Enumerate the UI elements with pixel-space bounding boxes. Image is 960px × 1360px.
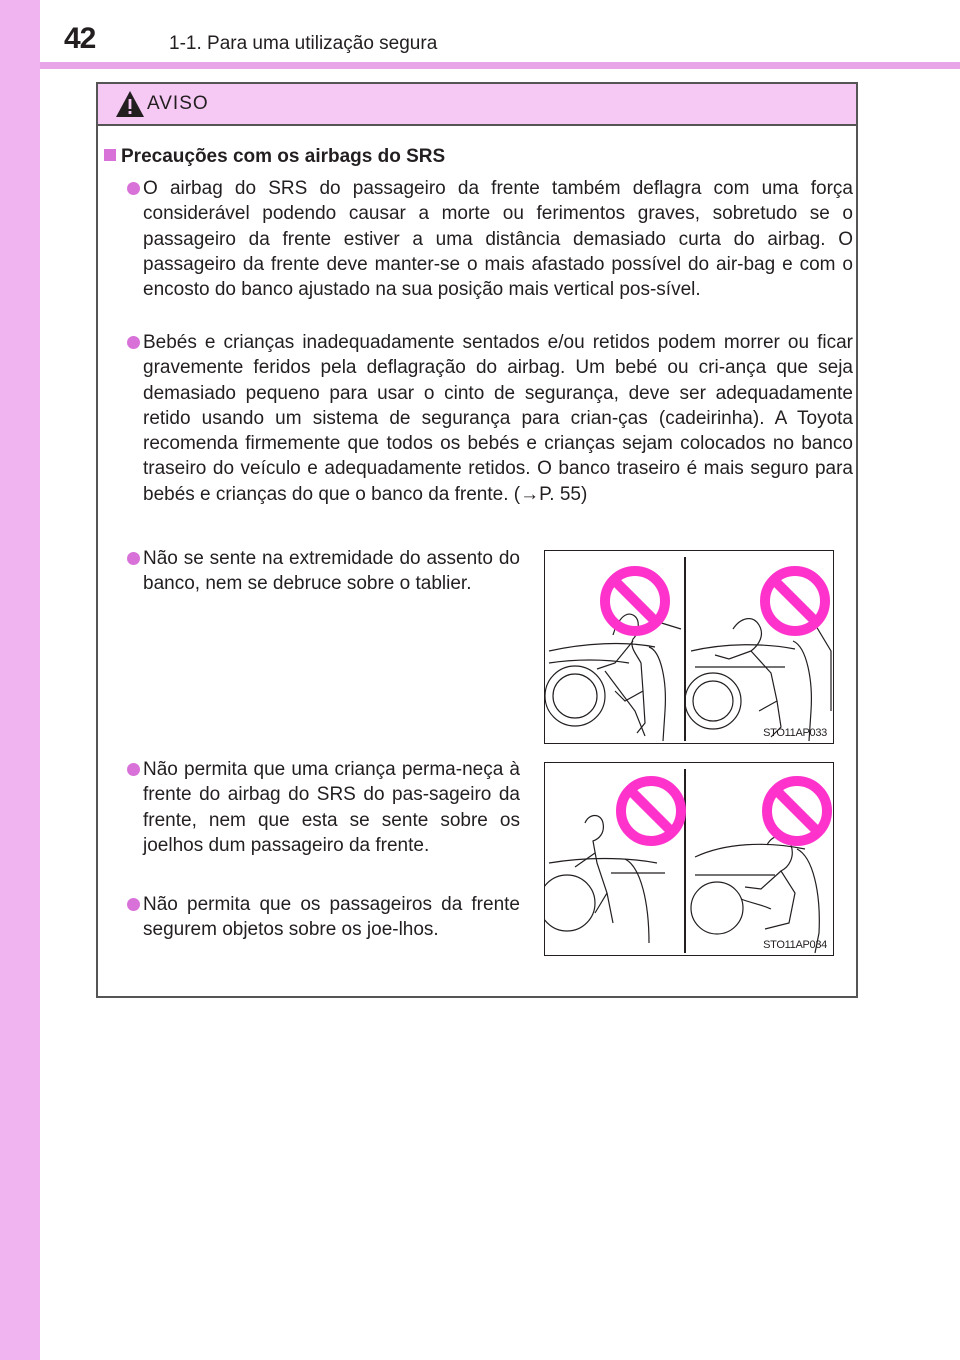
page-number: 42 [64,22,96,55]
square-bullet-icon [104,149,116,161]
bullet-text: Bebés e crianças inadequadamente sentados e/ou retidos podem morrer ou ficar gravemente feridos pela deflagração do airbag. Um bebé ou cri-ança que seja demasiado pequeno para usar o cinto de segurança, deve ser adequadamente retido usando um sistema de segurança para crian-ças (cadeirinha). A Toyota recomenda firmemente que todos os bebés e crianças sejam colocados no banco traseiro do veículo e adequadamente retidos. O banco traseiro é mais seguro para bebés e crianças do que o banco da frente. (→P. 55) [143,332,853,505]
warning-box [96,82,858,998]
warning-bullet [143,546,520,597]
bullet-dot-icon [127,898,140,911]
prohibition-sign-icon [765,571,825,631]
side-tab-bar [0,0,40,1360]
section-heading-text: Precauções com os airbags do SRS [121,146,446,167]
illustration-code: STO11AP034 [763,939,827,951]
prohibition-sign-icon [767,781,827,841]
bullet-text: Não permita que os passageiros da frente segurem objetos sobre os joe-lhos. [143,894,520,941]
bullet-text: Não permita que uma criança perma-neça à frente do airbag do SRS do pas-sageiro da frente, nem que esta se sente sobre os joelhos dum passageiro da frente. [143,759,520,856]
car-interior-drawing [545,551,835,745]
section-heading [104,146,445,168]
car-interior-drawing [545,763,835,957]
bullet-text: Não se sente na extremidade do assento do banco, nem se debruce sobre o tablier. [143,548,520,595]
warning-bullet [143,176,853,302]
bullet-dot-icon [127,182,140,195]
section-title: 1-1. Para uma utilização segura [169,33,438,54]
bullet-dot-icon [127,763,140,776]
illustration-leaning-forward [544,550,834,744]
header-rule [40,62,960,69]
illustration-child-front-seat [544,762,834,956]
bullet-dot-icon [127,336,140,349]
warning-label: AVISO [147,93,209,114]
bullet-dot-icon [127,552,140,565]
warning-bullet [143,757,520,858]
illustration-code: STO11AP033 [763,727,827,739]
warning-triangle-icon [115,90,145,118]
warning-bullet [143,892,520,943]
warning-bullet [143,330,853,507]
prohibition-sign-icon [621,781,681,841]
warning-header [98,84,856,126]
prohibition-sign-icon [605,571,665,631]
bullet-text: O airbag do SRS do passageiro da frente também deflagra com uma força considerável podendo causar a morte ou ferimentos graves, sobretudo se o passageiro da frente estiver a uma distância demasiado curta do airbag. O passageiro da frente deve manter-se o mais afastado possível do air-bag e com o encosto do banco ajustado na sua posição mais vertical pos-sível. [143,178,853,301]
